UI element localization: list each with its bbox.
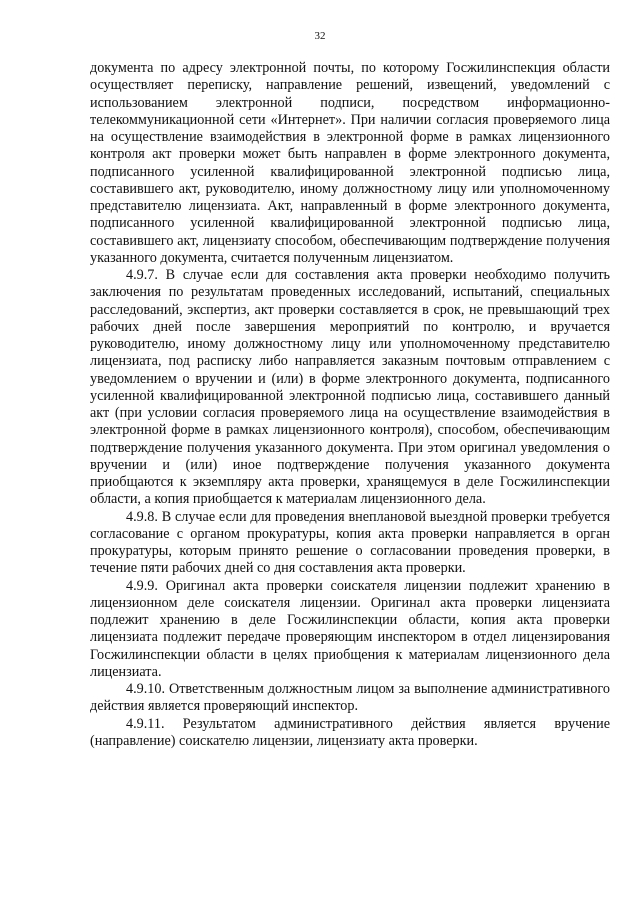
page-number: 32	[314, 30, 326, 42]
paragraph-4-9-11: 4.9.11. Результатом административного действия является вручение (направление) соискателю лицензии, лицензиату акта проверки.	[90, 715, 610, 749]
document-body	[90, 60, 610, 750]
paragraph-4-9-9: 4.9.9. Оригинал акта проверки соискателя лицензии подлежит хранению в лицензионном деле соискателя лицензии. Оригинал акта проверки лицензиата подлежит хранению в деле Госжилинспекции области, копия акта проверки лицензиата подлежит передаче проверяющим инспектором в отдел лицензирования Госжилинспекции области в целях приобщения к материалам лицензионного дела лицензиата.	[90, 577, 610, 680]
paragraph-4-9-7: 4.9.7. В случае если для составления акта проверки необходимо получить заключения по результатам проведенных исследований, испытаний, специальных расследований, экспертиз, акт проверки составляется в срок, не превышающий трех рабочих дней после завершения мероприятий по контролю, и вручается руководителю, иному должностному лицу или уполномоченному представителю лицензиата, под расписку либо направляется заказным почтовым отправлением с уведомлением о вручении и (или) в форме электронного документа, подписанного усиленной квалифицированной электронной подписью лица, составившего данный акт (при условии согласия проверяемого лица на осуществление взаимодействия в электронной форме в рамках лицензионного контроля), способом, обеспечивающим подтверждение получения указанного документа. При этом оригинал уведомления о вручении и (или) иное подтверждение получения указанного документа приобщаются к экземпляру акта проверки, хранящемуся в деле Госжилинспекции области, а копия приобщается к материалам лицензионного дела.	[90, 267, 610, 508]
paragraph-4-9-8: 4.9.8. В случае если для проведения внеплановой выездной проверки требуется согласование с органом прокуратуры, копия акта проверки направляется в орган прокуратуры, которым принято решение о согласовании проведения проверки, в течение пяти рабочих дней со дня составления акта проверки.	[90, 508, 610, 577]
paragraph-4-9-10: 4.9.10. Ответственным должностным лицом за выполнение административного действия является проверяющий инспектор.	[90, 681, 610, 715]
paragraph-continuation: документа по адресу электронной почты, по которому Госжилинспекция области осуществляет переписку, направление решений, извещений, уведомлений с использованием электронной подписи, посредством информационно-телекоммуникационной сети «Интернет». При наличии согласия проверяемого лица на осуществление взаимодействия в электронной форме в рамках лицензионного контроля акт проверки может быть направлен в форме электронного документа, подписанного усиленной квалифицированной электронной подписью лица, составившего акт, руководителю, иному должностному лицу или уполномоченному представителю лицензиата. Акт, направленный в форме электронного документа, подписанного усиленной квалифицированной электронной подписью лица, составившего акт, лицензиату способом, обеспечивающим подтверждение получения указанного документа, считается полученным лицензиатом.	[90, 60, 610, 266]
